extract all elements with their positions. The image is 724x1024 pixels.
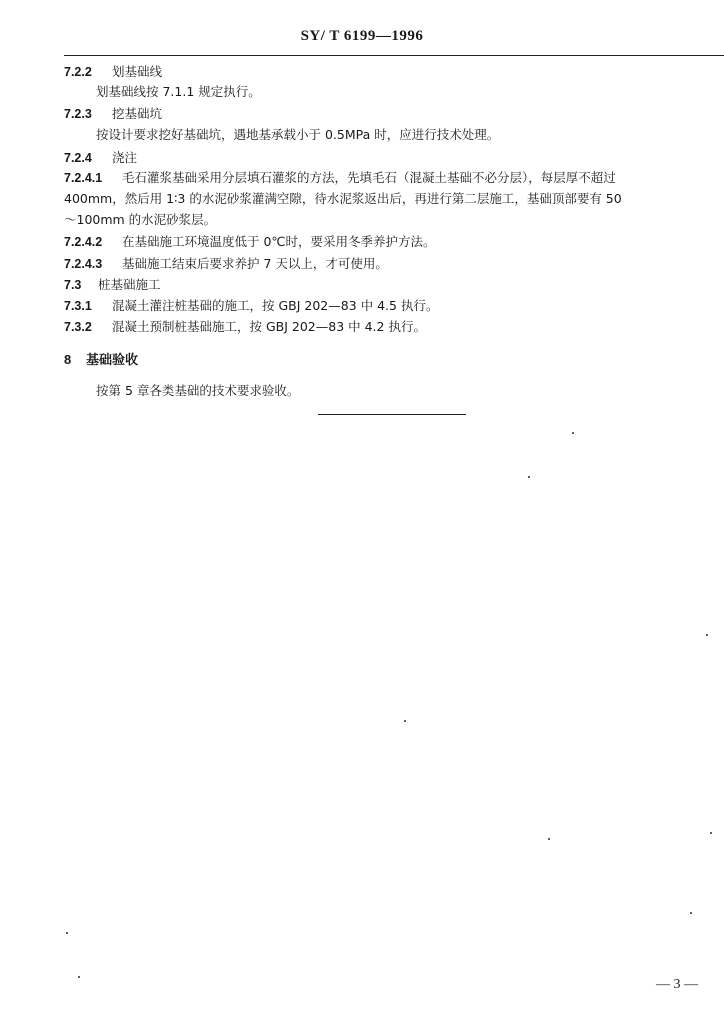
scan-speck (548, 838, 550, 840)
clause-number: 7.3.1 (64, 299, 92, 313)
clause-text: 混凝土预制桩基础施工，按 GBJ 202—83 中 4.2 执行。 (112, 319, 426, 334)
end-of-text-rule (318, 414, 466, 415)
header-rule (64, 55, 724, 56)
clause-7-2-4-1-line1 (64, 170, 616, 186)
scan-speck (690, 912, 692, 914)
clause-7-2-3-heading (64, 106, 162, 122)
clause-title: 桩基础施工 (98, 277, 161, 292)
page-number: — 3 — (656, 977, 698, 992)
section-8-body: 按第 5 章各类基础的技术要求验收。 (96, 383, 300, 398)
clause-7-2-4-3 (64, 256, 388, 272)
scan-speck (572, 432, 574, 434)
section-number: 8 (64, 352, 72, 367)
clause-text: 毛石灌浆基础采用分层填石灌浆的方法，先填毛石（混凝土基础不必分层），每层厚不超过 (122, 170, 616, 185)
scan-speck (78, 976, 80, 978)
clause-text: 在基础施工环境温度低于 0℃时，要采用冬季养护方法。 (122, 234, 436, 249)
clause-title: 划基础线 (112, 64, 163, 79)
scan-speck (404, 720, 406, 722)
clause-number: 7.2.4.2 (64, 235, 103, 249)
scan-speck (710, 832, 712, 834)
section-8-heading (64, 352, 138, 369)
document-code-header: SY/ T 6199—1996 (300, 28, 424, 44)
clause-number: 7.2.4.3 (64, 257, 103, 271)
scan-speck (528, 476, 530, 478)
clause-number: 7.2.4.1 (64, 171, 103, 185)
clause-title: 挖基础坑 (112, 106, 163, 121)
clause-7-2-2-heading (64, 64, 162, 80)
clause-number: 7.2.4 (64, 151, 92, 165)
clause-7-2-3-body: 按设计要求挖好基础坑，遇地基承载小于 0.5MPa 时，应进行技术处理。 (96, 127, 500, 142)
clause-title: 浇注 (112, 150, 138, 165)
scan-speck (66, 932, 68, 934)
clause-number: 7.2.3 (64, 107, 92, 121)
clause-text: 混凝土灌注桩基础的施工，按 GBJ 202—83 中 4.5 执行。 (112, 298, 439, 313)
clause-text: 基础施工结束后要求养护 7 天以上，才可使用。 (122, 256, 388, 271)
clause-number: 7.3 (64, 278, 82, 292)
clause-number: 7.3.2 (64, 320, 92, 334)
clause-7-2-4-heading (64, 150, 137, 166)
clause-7-2-2-body: 划基础线按 7.1.1 规定执行。 (96, 84, 261, 99)
section-title: 基础验收 (86, 353, 139, 368)
clause-7-3-2 (64, 319, 426, 335)
scan-speck (706, 634, 708, 636)
clause-7-3-heading (64, 277, 161, 293)
clause-7-2-4-2 (64, 234, 435, 250)
clause-7-3-1 (64, 298, 438, 314)
clause-7-2-4-1-line3: ～100mm 的水泥砂浆层。 (64, 212, 217, 227)
clause-number: 7.2.2 (64, 65, 92, 79)
clause-7-2-4-1-line2: 400mm，然后用 1∶3 的水泥砂浆灌满空隙，待水泥浆返出后，再进行第二层施工，基础顶部要有 50 (64, 191, 622, 206)
